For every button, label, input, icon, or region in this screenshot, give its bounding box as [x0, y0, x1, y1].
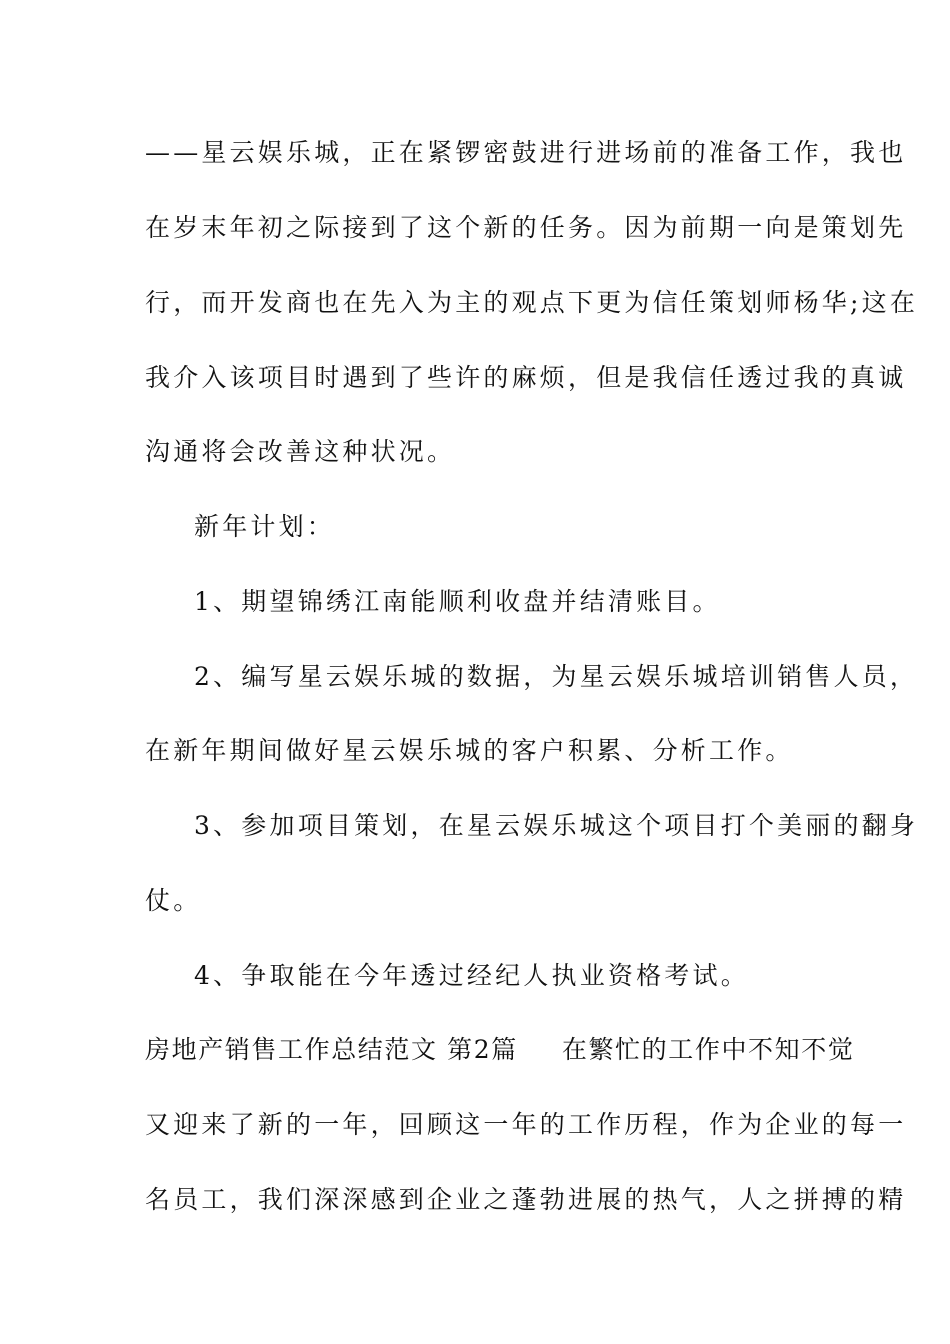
plan-heading: 新年计划： — [194, 512, 336, 541]
plan-item-4: 4、争取能在今年透过经纪人执业资格考试。 — [194, 961, 749, 990]
plan-item-1: 1、期望锦绣江南能顺利收盘并结清账目。 — [194, 587, 721, 616]
section-first-line: 在繁忙的工作中不知不觉 — [561, 1035, 855, 1064]
body-text-line-1: ——星云娱乐城，正在紧锣密鼓进行进场前的准备工作，我也 — [145, 138, 907, 167]
section-text-line-3: 名员工，我们深深感到企业之蓬勃进展的热气，人之拼搏的精 — [145, 1185, 907, 1214]
plan-item-2-line-2: 在新年期间做好星云娱乐城的客户积累、分析工作。 — [145, 736, 794, 765]
body-text-line-2: 在岁末年初之际接到了这个新的任务。因为前期一向是策划先 — [145, 213, 907, 242]
body-text-line-4: 我介入该项目时遇到了些许的麻烦，但是我信任透过我的真诚 — [145, 363, 907, 392]
section-heading: 房地产销售工作总结范文 第2篇 — [145, 1035, 518, 1064]
plan-item-3-line-2: 仗。 — [145, 886, 202, 915]
section-text-line-2: 又迎来了新的一年，回顾这一年的工作历程，作为企业的每一 — [145, 1110, 907, 1139]
body-text-line-3: 行，而开发商也在先入为主的观点下更为信任策划师杨华;这在 — [145, 288, 919, 317]
plan-item-2-line-1: 2、编写星云娱乐城的数据，为星云娱乐城培训销售人员， — [194, 662, 919, 691]
plan-item-3-line-1: 3、参加项目策划，在星云娱乐城这个项目打个美丽的翻身 — [194, 811, 919, 840]
body-text-line-5: 沟通将会改善这种状况。 — [145, 437, 456, 466]
section-heading-line — [145, 1030, 855, 1070]
